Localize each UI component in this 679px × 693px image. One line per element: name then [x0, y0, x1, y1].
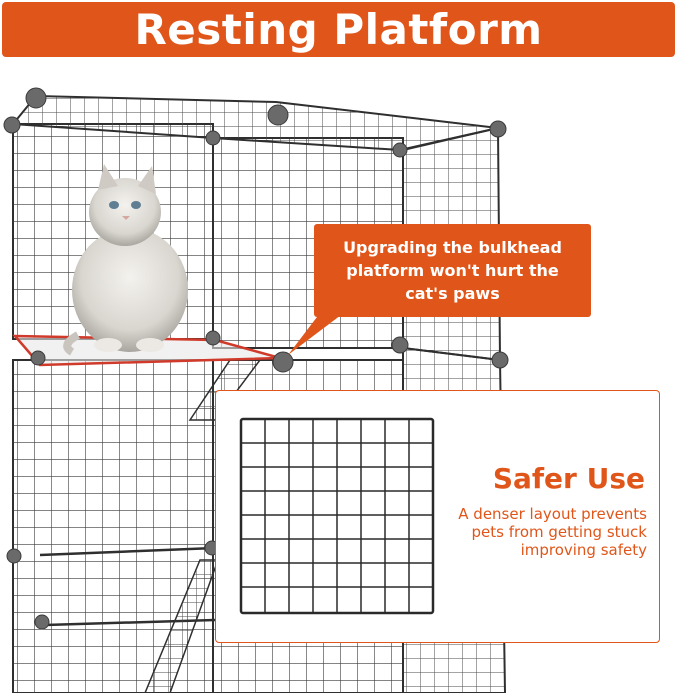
safer-use-line-2: pets from getting stuck [471, 523, 647, 541]
callout-box [314, 224, 591, 317]
safer-use-line-1: A denser layout prevents [458, 505, 647, 523]
callout-text [338, 236, 568, 305]
callout-line-2: platform won't hurt the [346, 261, 559, 280]
safer-use-heading: Safer Use [492, 462, 645, 495]
banner-title: Resting Platform [134, 5, 543, 54]
callout-line-3: cat's paws [405, 284, 500, 303]
mesh-panel-icon [237, 415, 437, 617]
title-banner [2, 2, 675, 57]
safer-use-line-3: improving safety [520, 541, 647, 559]
callout-line-1: Upgrading the bulkhead [343, 238, 562, 257]
